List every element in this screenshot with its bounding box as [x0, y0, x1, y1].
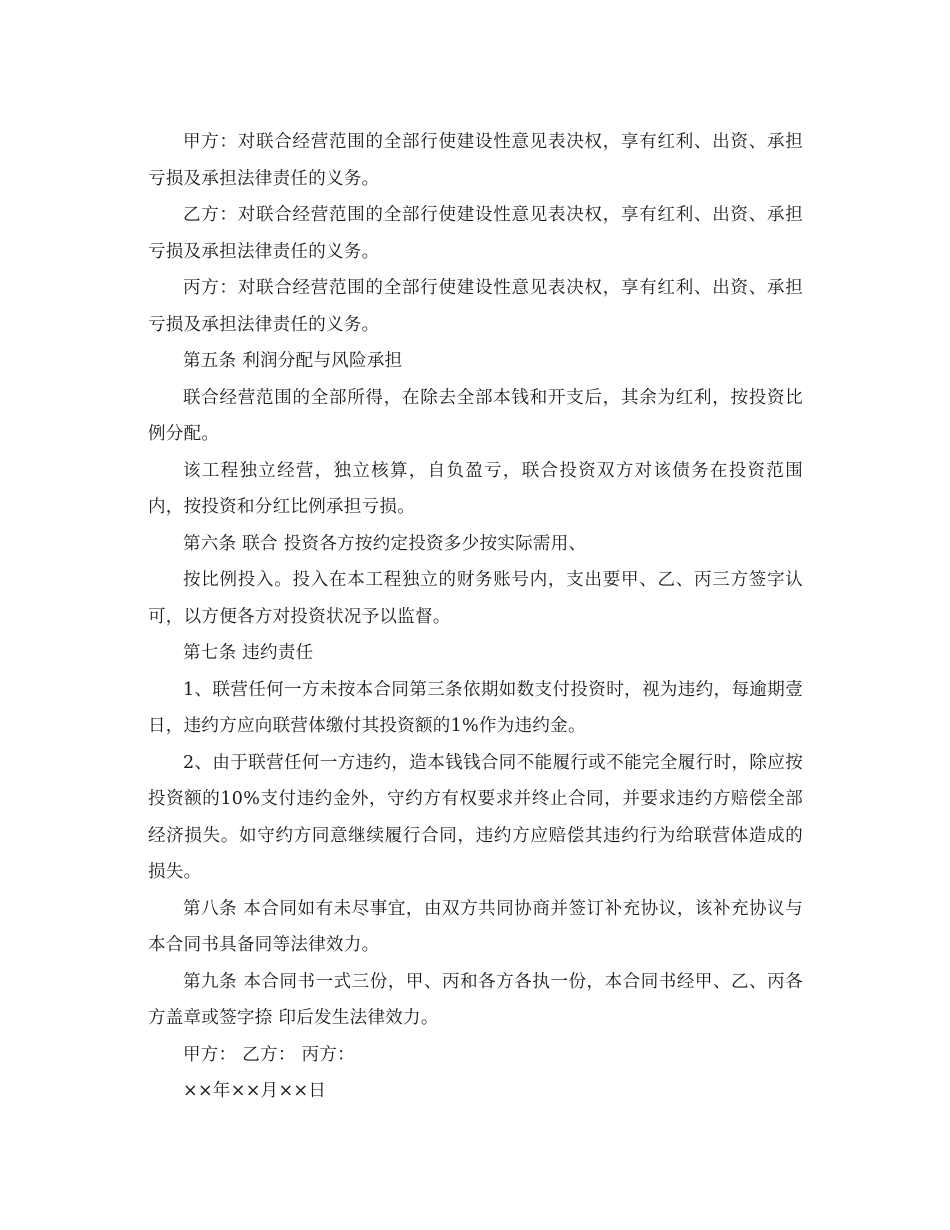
- profit-distribution-paragraph: 联合经营范围的全部所得，在除去全部本钱和开支后，其余为红利，按投资比例分配。: [148, 387, 803, 444]
- article-9-paragraph: 第九条 本合同书一式三份，甲、丙和各方各执一份，本合同书经甲、乙、丙各方盖章或签字捺 印后发生法律效力。: [148, 971, 803, 1028]
- date-line: ××年××月××日: [183, 1081, 327, 1101]
- party-c-rights-paragraph: 丙方：对联合经营范围的全部行使建设性意见表决权，享有红利、出资、承担亏损及承担法律责任的义务。: [148, 278, 803, 335]
- article-8-paragraph: 第八条 本合同如有未尽事宜，由双方共同协商并签订补充协议，该补充协议与本合同书具备同等法律效力。: [148, 898, 803, 955]
- investment-account-paragraph: 按比例投入。投入在本工程独立的财务账号内，支出要甲、乙、丙三方签字认可，以方便各方对投资状况予以监督。: [148, 570, 803, 627]
- breach-clause-1: 1、联营任何一方未按本合同第三条依期如数支付投资时，视为违约，每逾期壹日，违约方应向联营体缴付其投资额的1%作为违约金。: [148, 679, 803, 736]
- independent-operation-paragraph: 该工程独立经营，独立核算，自负盈亏，联合投资双方对该债务在投资范围内，按投资和分红比例承担亏损。: [148, 460, 803, 517]
- article-6-heading: 第六条 联合 投资各方按约定投资多少按实际需用、: [183, 533, 587, 554]
- party-b-rights-paragraph: 乙方：对联合经营范围的全部行使建设性意见表决权，享有红利、出资、承担亏损及承担法律责任的义务。: [148, 205, 803, 262]
- article-5-heading: 第五条 利润分配与风险承担: [183, 351, 403, 371]
- article-7-heading: 第七条 违约责任: [183, 643, 314, 663]
- signature-parties-line: 甲方： 乙方： 丙方：: [183, 1044, 355, 1065]
- breach-clause-2: 2、由于联营任何一方违约，造本钱钱合同不能履行或不能完全履行时，除应按投资额的10%支付违约金外，守约方有权要求并终止合同，并要求违约方赔偿全部经济损失。如守约方同意继续履行合同，违约方应赔偿其违约行为给联营体造成的损失。: [148, 752, 803, 882]
- document-body: [148, 124, 803, 1110]
- party-a-rights-paragraph: 甲方：对联合经营范围的全部行使建设性意见表决权，享有红利、出资、承担亏损及承担法律责任的义务。: [148, 132, 803, 189]
